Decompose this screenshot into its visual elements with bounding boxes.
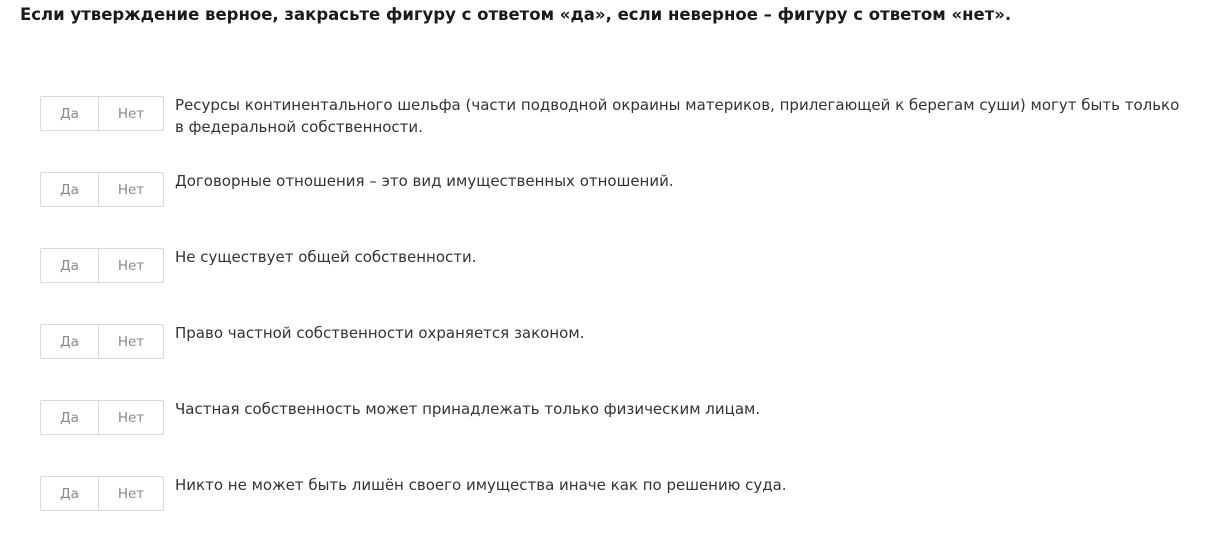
question-row [40, 96, 1190, 172]
question-text: Право частной собственности охраняется законом. [175, 324, 585, 342]
question-list [40, 96, 1190, 552]
no-button[interactable]: Нет [117, 409, 145, 426]
question-text: Договорные отношения – это вид имущественных отношений. [175, 172, 674, 190]
answer-toggle [40, 172, 164, 207]
yes-button[interactable]: Да [41, 401, 99, 434]
answer-toggle [40, 476, 164, 511]
no-button[interactable]: Нет [117, 333, 145, 350]
answer-toggle [40, 248, 164, 283]
task-instruction: Если утверждение верное, закрасьте фигуру с ответом «да», если неверное – фигуру с ответом «нет». [20, 5, 1012, 24]
yes-button[interactable]: Да [41, 97, 99, 130]
question-row [40, 324, 1190, 400]
question-text: Никто не может быть лишён своего имущества иначе как по решению суда. [175, 476, 787, 494]
yes-button[interactable]: Да [41, 325, 99, 358]
question-text: Ресурсы континентального шельфа (части подводной окраины материков, прилегающей к берегам суши) могут быть только в федеральной собственности. [175, 96, 1180, 136]
yes-button[interactable]: Да [41, 173, 99, 206]
answer-toggle [40, 400, 164, 435]
answer-toggle [40, 324, 164, 359]
question-text: Не существует общей собственности. [175, 248, 477, 266]
yes-button[interactable]: Да [41, 477, 99, 510]
question-row [40, 476, 1190, 552]
question-row [40, 400, 1190, 476]
no-button[interactable]: Нет [117, 257, 145, 274]
question-row [40, 172, 1190, 248]
question-text: Частная собственность может принадлежать только физическим лицам. [175, 400, 761, 418]
no-button[interactable]: Нет [117, 485, 145, 502]
no-button[interactable]: Нет [117, 105, 145, 122]
question-row [40, 248, 1190, 324]
yes-button[interactable]: Да [41, 249, 99, 282]
answer-toggle [40, 96, 164, 131]
no-button[interactable]: Нет [117, 181, 145, 198]
